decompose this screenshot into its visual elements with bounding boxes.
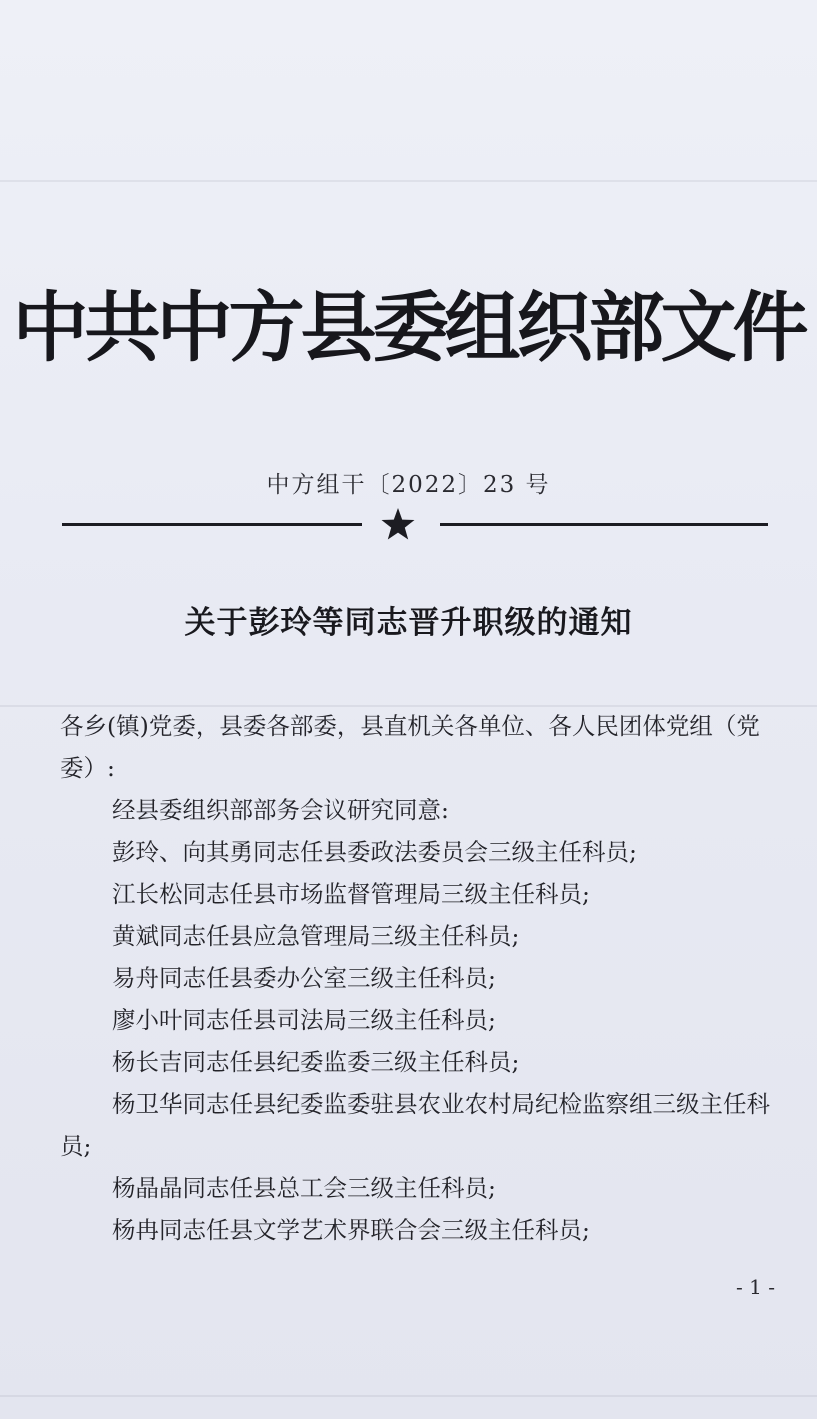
divider-line-right bbox=[440, 523, 768, 526]
appointment-item: 廖小叶同志任县司法局三级主任科员; bbox=[112, 1006, 496, 1034]
divider-line-left bbox=[62, 523, 362, 526]
appointment-item: 江长松同志任县市场监督管理局三级主任科员; bbox=[112, 880, 590, 908]
salutation: 各乡(镇)党委，县委各部委，县直机关各单位、各人民团体党组（党委）: bbox=[60, 712, 760, 782]
appointment-item: 杨长吉同志任县纪委监委三级主任科员; bbox=[112, 1048, 520, 1076]
star-icon bbox=[380, 506, 416, 542]
document-title: 关于彭玲等同志晋升职级的通知 bbox=[184, 605, 633, 641]
document-body bbox=[60, 705, 775, 1251]
masthead-divider bbox=[62, 506, 768, 542]
appointment-item: 易舟同志任县委办公室三级主任科员; bbox=[112, 964, 496, 992]
body-paragraph: 经县委组织部部务会议研究同意: bbox=[112, 796, 449, 824]
appointment-item: 杨冉同志任县文学艺术界联合会三级主任科员; bbox=[112, 1216, 590, 1244]
page-number: - 1 - bbox=[736, 1275, 775, 1299]
document-number: 中方组干〔2022〕23 号 bbox=[266, 472, 551, 498]
appointment-item: 黄斌同志任县应急管理局三级主任科员; bbox=[112, 922, 520, 950]
document-masthead: 中共中方县委组织部文件 bbox=[12, 283, 805, 372]
appointment-item: 杨晶晶同志任县总工会三级主任科员; bbox=[112, 1174, 496, 1202]
paper-fold-line bbox=[0, 180, 817, 182]
paper-fold-line bbox=[0, 1395, 817, 1397]
appointment-item: 彭玲、向其勇同志任县委政法委员会三级主任科员; bbox=[112, 838, 637, 866]
appointment-item: 杨卫华同志任县纪委监委驻县农业农村局纪检监察组三级主任科员; bbox=[60, 1090, 770, 1160]
